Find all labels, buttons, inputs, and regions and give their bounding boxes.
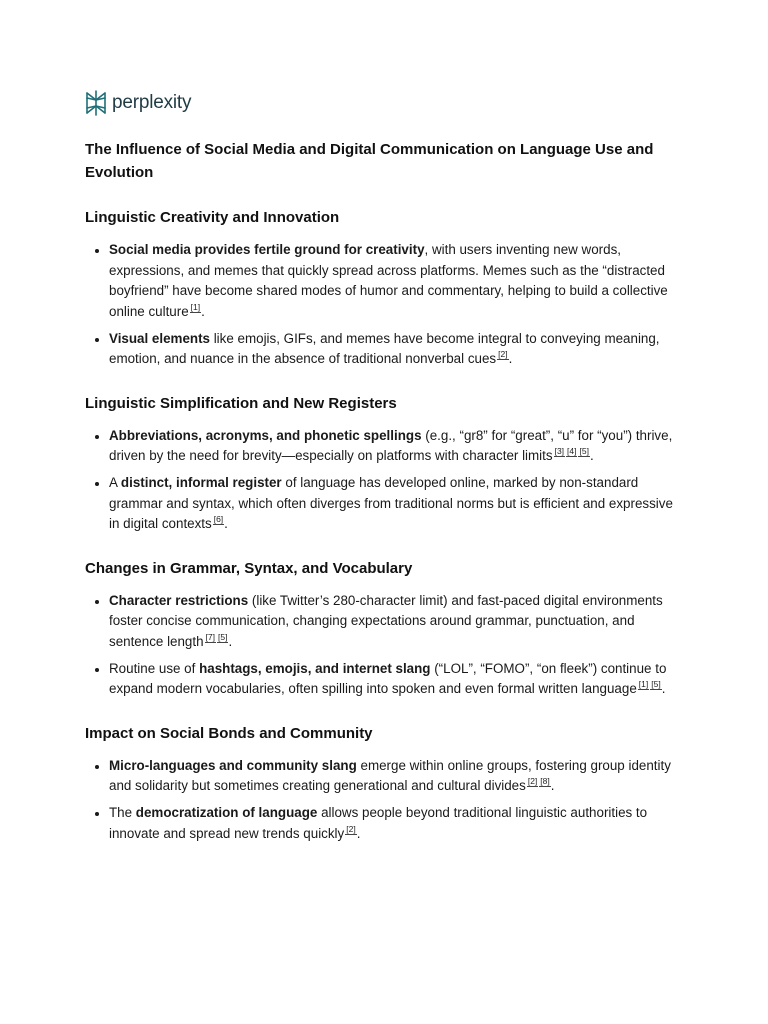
bullet-emphasis: Abbreviations, acronyms, and phonetic spellings <box>109 427 422 443</box>
bullet-list <box>85 756 685 845</box>
citation-link[interactable]: [6] <box>213 514 224 524</box>
section-heading: Linguistic Simplification and New Registers <box>85 394 397 412</box>
list-item <box>109 329 685 370</box>
citation-link[interactable]: [5] <box>218 631 228 642</box>
citation-link[interactable]: [5] <box>579 446 589 456</box>
citation-link[interactable]: [8] <box>540 776 550 786</box>
section <box>85 724 685 845</box>
bullet-text: like emojis, GIFs, and memes have become integral to conveying meaning, emotion, and nuance in the absence of traditional nonverbal cues <box>109 330 660 366</box>
bullet-emphasis: Visual elements <box>109 330 210 346</box>
bullet-text: emerge within online groups, fostering group identity and solidarity but sometimes creating generational and cultural divides <box>109 757 671 793</box>
terminal-punctuation: . <box>589 448 594 463</box>
citation-link[interactable]: [1] <box>190 301 201 312</box>
terminal-punctuation: . <box>356 825 361 841</box>
list-item <box>109 591 685 653</box>
list-item <box>109 426 685 467</box>
bullet-emphasis: distinct, informal register <box>120 475 282 490</box>
list-item <box>109 473 685 535</box>
section <box>85 559 685 700</box>
bullet-text: allows people beyond traditional linguistic authorities to innovate and spread new trends quickly <box>109 805 648 841</box>
section-heading: Changes in Grammar, Syntax, and Vocabulary <box>85 559 413 577</box>
citation-link[interactable]: [2] <box>346 823 356 834</box>
list-item <box>109 803 685 844</box>
bullet-emphasis: hashtags, emojis, and internet slang <box>199 660 431 676</box>
bullet-list <box>85 426 685 535</box>
citation-link[interactable]: [4] <box>567 446 577 456</box>
bullet-prefix: Routine use of <box>109 660 200 676</box>
terminal-punctuation: . <box>228 633 233 649</box>
bullet-text: of language has developed online, marked by non-standard grammar and syntax, which often diverges from traditional norms but is efficient and expressive in digital contexts <box>109 475 673 531</box>
section-heading: Impact on Social Bonds and Community <box>85 724 373 742</box>
citation-link[interactable]: [7] <box>205 631 216 642</box>
terminal-punctuation: . <box>201 303 205 319</box>
bullet-text: , with users inventing new words, expressions, and memes that quickly spread across platforms. Memes such as the “distracted boyfriend” have become shared modes of humor and commentary, helping to build a collective online culture <box>109 242 668 319</box>
terminal-punctuation: . <box>661 681 666 696</box>
brand-logo[interactable] <box>85 86 685 120</box>
list-item <box>109 756 685 797</box>
terminal-punctuation: . <box>550 778 555 793</box>
document-title: The Influence of Social Media and Digital Communication on Language Use and Evolution <box>85 141 654 181</box>
list-item <box>109 659 685 700</box>
list-item <box>109 240 685 322</box>
bullet-text: (e.g., “gr8” for “great”, “u” for “you”) thrive, driven by the need for brevity—especially on platforms with character limits <box>109 427 673 463</box>
bullet-list <box>85 240 685 370</box>
bullet-emphasis: Social media provides fertile ground for creativity <box>109 242 425 257</box>
terminal-punctuation: . <box>224 516 228 531</box>
bullet-prefix: A <box>109 475 121 490</box>
section-heading: Linguistic Creativity and Innovation <box>85 209 340 226</box>
document-body <box>85 208 685 844</box>
bullet-list <box>85 591 685 700</box>
bullet-emphasis: Micro-languages and community slang <box>109 757 357 773</box>
bullet-text: (like Twitter’s 280-character limit) and fast-paced digital environments foster concise communication, changing expectations around grammar, punctuation, and sentence length <box>109 592 663 649</box>
citation-link[interactable]: [2] <box>498 349 508 359</box>
brand-name: perplexity <box>112 92 192 113</box>
document-page <box>85 86 685 851</box>
section <box>85 394 685 535</box>
bullet-emphasis: Character restrictions <box>109 592 249 608</box>
bullet-prefix: The <box>109 805 136 820</box>
terminal-punctuation: . <box>508 351 513 366</box>
citation-link[interactable]: [5] <box>651 679 661 689</box>
section <box>85 208 685 370</box>
bullet-emphasis: democratization of language <box>135 805 318 820</box>
citation-link[interactable]: [2] <box>527 776 538 786</box>
citation-link[interactable]: [3] <box>554 446 565 456</box>
citation-link[interactable]: [1] <box>638 679 649 689</box>
bullet-text: (“LOL”, “FOMO”, “on fleek”) continue to expand modern vocabularies, often spilling into spoken and even formal written language <box>109 660 667 696</box>
perplexity-logo-icon <box>85 90 107 116</box>
